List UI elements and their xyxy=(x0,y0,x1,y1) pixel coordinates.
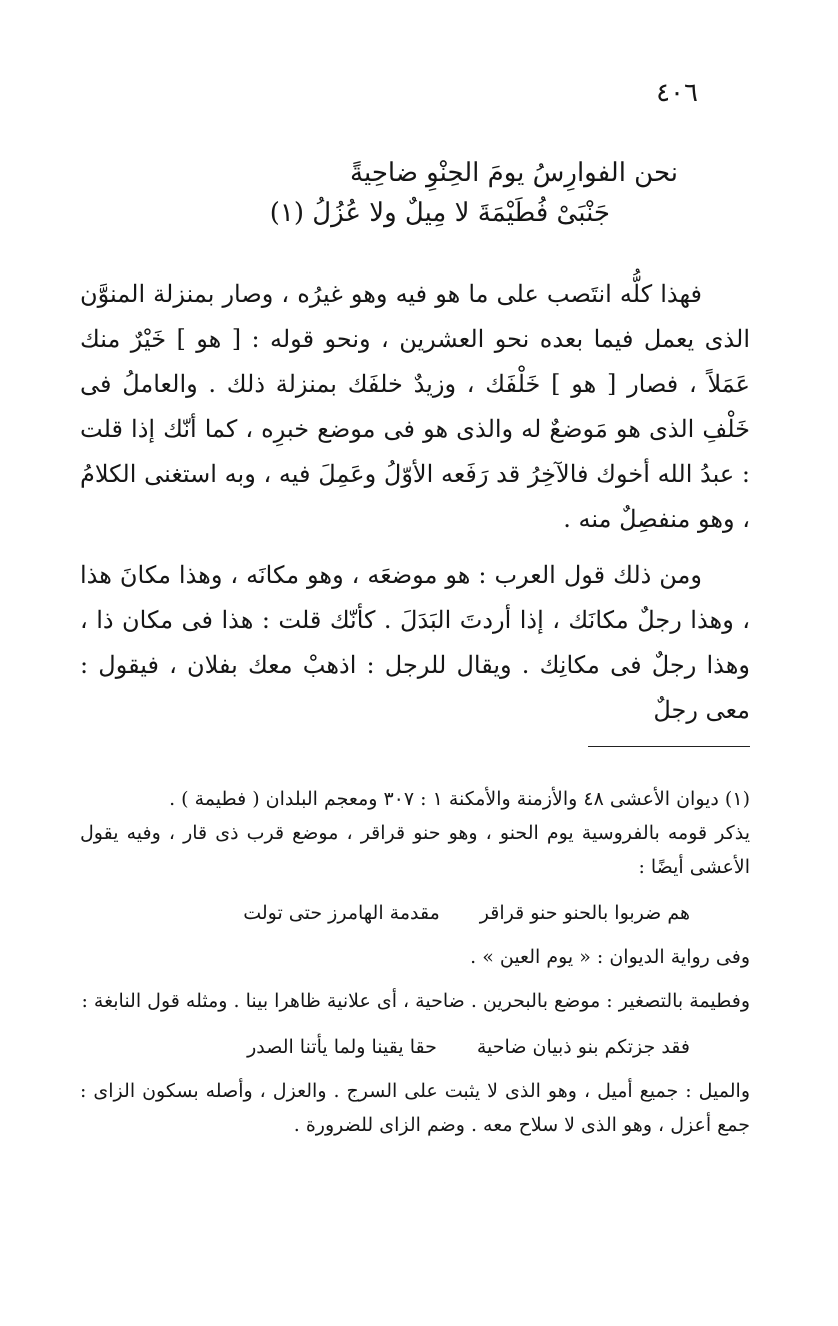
body-paragraph-2: ومن ذلك قول العرب : هو موضعَه ، وهو مكانَه ، وهذا مكانَ هذا ، وهذا رجلٌ مكانَك ، إذا أردتَ البَدَلَ . كأنّك قلت : هذا فى مكان ذا ، وهذا رجلٌ فى مكانِك . ويقال للرجل : اذهبْ معك بفلان ، فيقول : معى رجلٌ xyxy=(80,561,750,724)
poem-2-hemistich-a: فقد جزتكم بنو ذبيان ضاحية xyxy=(476,1036,690,1058)
verse-line-1: نحن الفوارِسُ يومَ الحِنْوِ ضاحِيةً xyxy=(350,158,678,188)
footnote-riwaya: وفى رواية الديوان : « يوم العين » . xyxy=(470,946,750,968)
footnote-separator xyxy=(588,746,750,747)
page-number: ٤٠٦ xyxy=(656,78,698,108)
footnote-futayma: وفطيمة بالتصغير : موضع بالبحرين . ضاحية ، أى علانية ظاهرا بينا . ومثله قول النابغة : xyxy=(81,990,750,1012)
footnote-poem-2 xyxy=(80,1030,750,1064)
footnote-mayl: والميل : جميع أميل ، وهو الذى لا يثبت على السرج . والعزل ، وأصله بسكون الزاى : جمع أعزل ، وهو الذى لا سلاح معه . وضم الزاى للضرورة . xyxy=(80,1080,750,1136)
footnote-1-text: يذكر قومه بالفروسية يوم الحنو ، وهو حنو قراقر ، موضع قرب ذى قار ، وفيه يقول الأعشى أيضًا : xyxy=(80,822,750,878)
poem-2-hemistich-b: حقا يقينا ولما يأتنا الصدر xyxy=(247,1036,437,1058)
poem-1-hemistich-b: مقدمة الهامرز حتى تولت xyxy=(243,902,440,924)
poem-1-hemistich-a: هم ضربوا بالحنو حنو قراقر xyxy=(479,902,690,924)
verse-line-2: جَنْبَىْ فُطَيْمَةَ لا مِيلٌ ولا عُزُلُ (١) xyxy=(269,198,610,228)
footnotes xyxy=(80,782,750,1142)
body-paragraph-1: فهذا كلُّه انتَصب على ما هو فيه وهو غيرُه ، وصار بمنزلة المنوَّن الذى يعمل فيما بعده نحو العشرين ، ونحو قوله : [ هو ] خَيْرٌ منك عَمَلاً ، فصار [ هو ] خَلْفَك ، وزيدٌ خلفَك بمنزلة ذلك . والعاملُ فى خَلْفِ الذى هو مَوضعٌ له والذى هو فى موضع خبرِه ، كما أنّك إذا قلت : عبدُ الله أخوك فالآخِرُ قد رَفَعه الأوّلُ وعَمِلَ فيه ، وبه استغنى الكلامُ ، وهو منفصِلٌ منه . xyxy=(80,280,750,533)
footnote-1-source: (١) ديوان الأعشى ٤٨ والأزمنة والأمكنة ١ : ٣٠٧ ومعجم البلدان ( فطيمة ) . xyxy=(169,788,750,810)
footnote-poem-1 xyxy=(80,896,750,930)
